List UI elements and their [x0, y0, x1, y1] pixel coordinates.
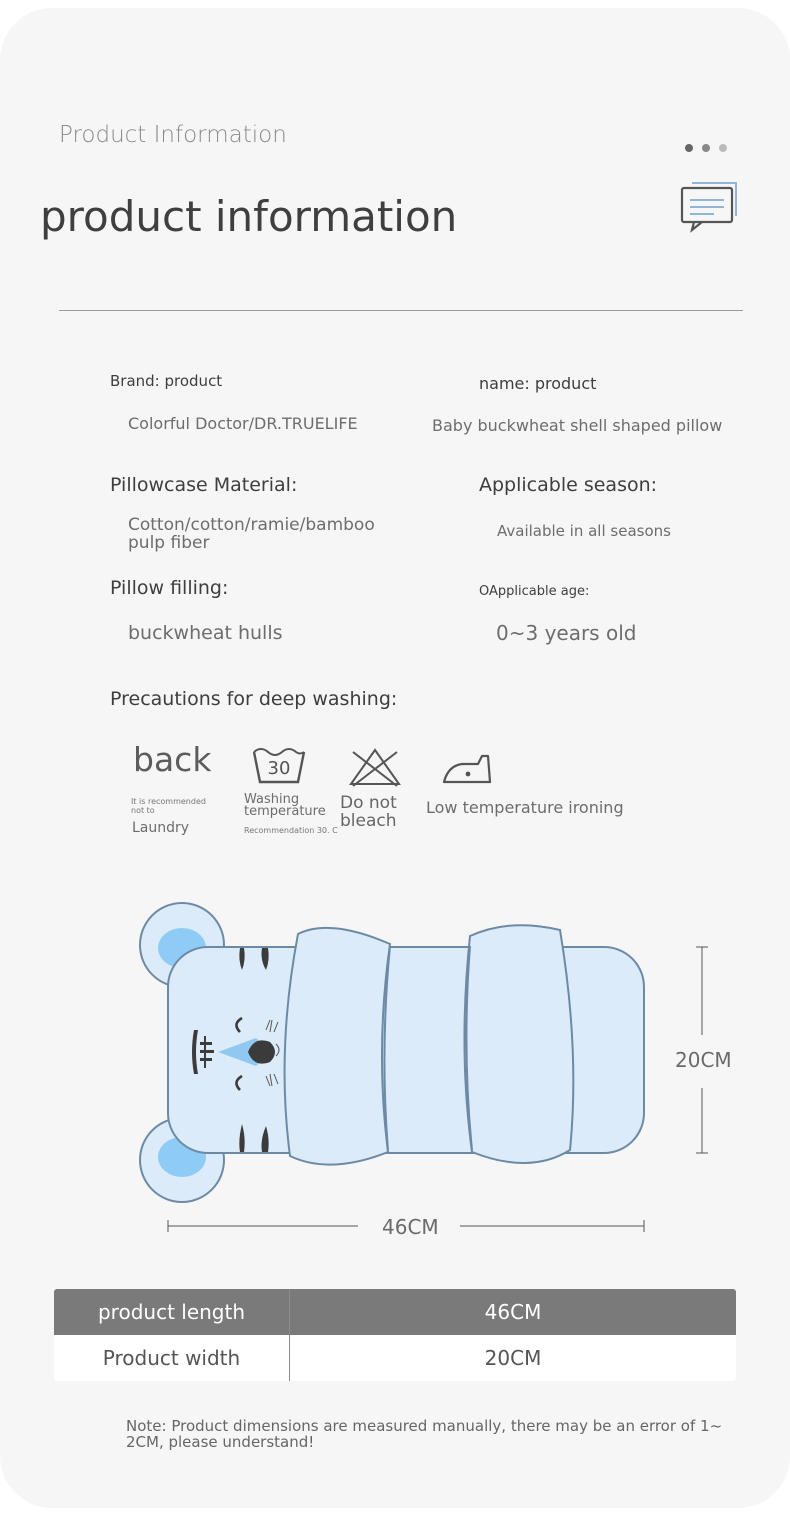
material-label: Pillowcase Material:	[110, 474, 298, 496]
no-bleach-label	[340, 794, 397, 830]
width-label: 46CM	[382, 1215, 439, 1239]
age-label: OApplicable age:	[479, 584, 590, 599]
chat-bubble-icon	[678, 178, 740, 234]
age-value: 0~3 years old	[496, 621, 637, 645]
spec-table	[53, 1288, 737, 1382]
filling-label: Pillow filling:	[110, 577, 229, 599]
laundry-note-line1: It is recommended	[131, 797, 206, 806]
pager-dots	[685, 144, 727, 152]
no-bleach-line1: Do not	[340, 793, 397, 813]
no-bleach-line2: bleach	[340, 811, 397, 831]
pillow-segment-2	[464, 925, 573, 1163]
table-row	[54, 1289, 737, 1336]
height-label: 20CM	[675, 1048, 732, 1072]
season-label: Applicable season:	[479, 474, 658, 496]
pager-dot-2	[702, 144, 710, 152]
filling-value: buckwheat hulls	[128, 622, 283, 644]
wash-temp-recommendation: Recommendation 30. C	[244, 826, 338, 835]
pillow-illustration	[130, 890, 750, 1240]
material-value-line2: pulp fiber	[128, 533, 210, 553]
no-bleach-icon	[347, 746, 403, 788]
material-value	[128, 516, 375, 552]
table-row	[54, 1335, 737, 1382]
laundry-caption: Laundry	[132, 820, 190, 836]
name-label: name: product	[479, 374, 597, 393]
pillow-segment-1	[285, 928, 390, 1165]
measurement-note-line1: Note: Product dimensions are measured manually, there may be an error of 1~	[126, 1417, 723, 1435]
wash-temp-line2: temperature	[244, 804, 326, 819]
measurement-note	[126, 1418, 726, 1450]
pager-dot-1	[685, 144, 693, 152]
brand-label: Brand: product	[110, 372, 223, 390]
season-value: Available in all seasons	[497, 522, 671, 540]
laundry-note-line2: not to	[131, 806, 155, 815]
laundry-note	[131, 797, 206, 815]
page-title: product information	[40, 192, 458, 241]
measurement-note-line2: 2CM, please understand!	[126, 1433, 315, 1451]
spec-label: product length	[54, 1289, 290, 1336]
hand-wash-icon: back	[133, 740, 212, 779]
header-divider	[59, 310, 743, 311]
wash-temp-line1: Washing	[244, 792, 300, 807]
wash-tub-icon	[250, 744, 308, 788]
iron-icon	[442, 752, 494, 786]
section-subtitle: Product Information	[59, 122, 287, 148]
material-value-line1: Cotton/cotton/ramie/bamboo	[128, 515, 375, 535]
care-title: Precautions for deep washing:	[110, 688, 398, 710]
spec-value: 20CM	[290, 1335, 737, 1382]
wash-temp-number: 30	[267, 758, 291, 779]
brand-value: Colorful Doctor/DR.TRUELIFE	[128, 414, 358, 433]
iron-label: Low temperature ironing	[426, 798, 624, 817]
pager-dot-3	[719, 144, 727, 152]
name-value: Baby buckwheat shell shaped pillow	[432, 416, 723, 435]
spec-value: 46CM	[290, 1289, 737, 1336]
spec-label: Product width	[54, 1335, 290, 1382]
wash-temp-label	[244, 794, 326, 818]
